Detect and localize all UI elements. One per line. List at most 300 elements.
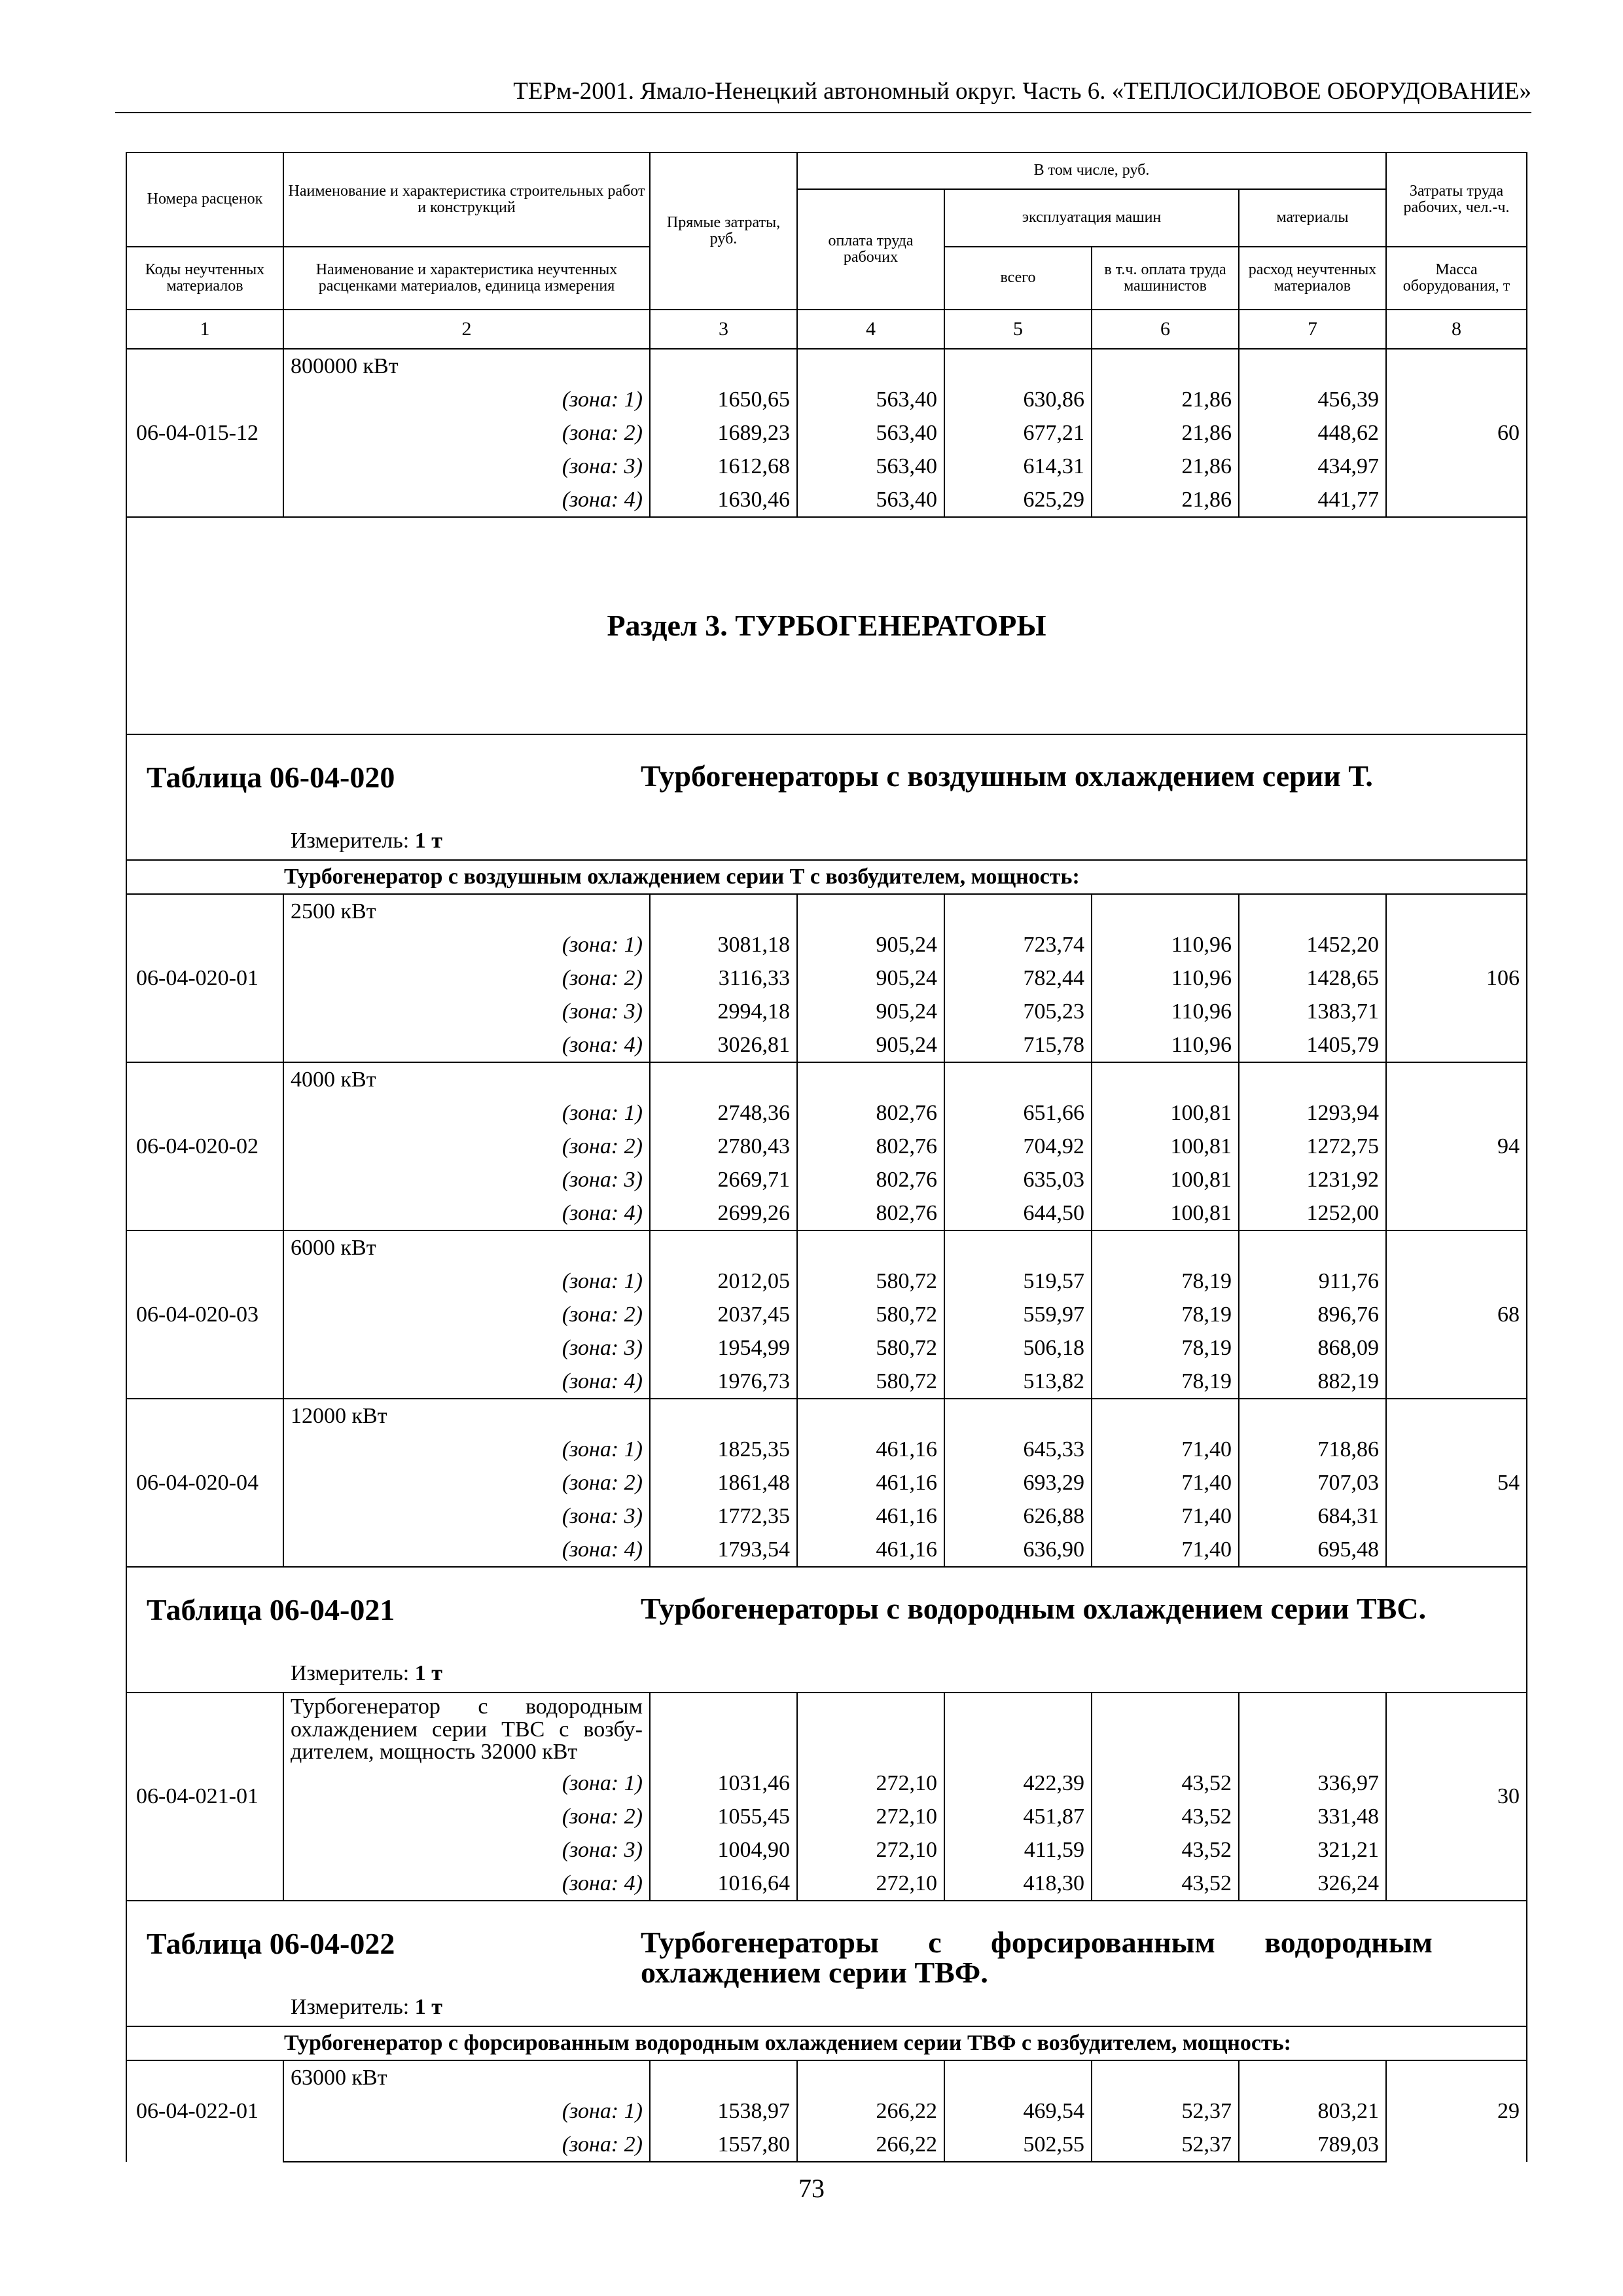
materials-value: 1428,65 bbox=[1239, 961, 1386, 995]
materials-value: 803,21 bbox=[1239, 2094, 1386, 2128]
empty-cell bbox=[944, 2060, 1092, 2094]
table-heading-row bbox=[126, 1901, 1527, 2026]
column-number: 2 bbox=[283, 310, 650, 349]
meter-value: 1 т bbox=[414, 1660, 442, 1685]
machines-value: 704,92 bbox=[944, 1130, 1092, 1163]
rate-code: 06-04-020-03 bbox=[126, 1230, 283, 1399]
operator-wages-value: 110,96 bbox=[1092, 928, 1239, 961]
col-header-material-consumption: расход неучтенных материалов bbox=[1239, 247, 1386, 310]
wages-value: 563,40 bbox=[797, 483, 944, 517]
meter-value: 1 т bbox=[414, 1994, 442, 2019]
col-header-wages: оплата труда рабочих bbox=[797, 189, 944, 310]
machines-value: 614,31 bbox=[944, 450, 1092, 483]
empty-cell bbox=[944, 1230, 1092, 1265]
materials-value: 321,21 bbox=[1239, 1833, 1386, 1867]
wages-value: 563,40 bbox=[797, 450, 944, 483]
column-number: 8 bbox=[1386, 310, 1527, 349]
column-number: 3 bbox=[650, 310, 797, 349]
zone-row bbox=[126, 1767, 1527, 1800]
empty-cell bbox=[1239, 349, 1386, 383]
zone-row bbox=[126, 383, 1527, 416]
rate-row bbox=[126, 1693, 1527, 1767]
operator-wages-value: 21,86 bbox=[1092, 450, 1239, 483]
zone-label: (зона: 4) bbox=[283, 1533, 650, 1567]
zone-label: (зона: 1) bbox=[283, 1096, 650, 1130]
zone-label: (зона: 3) bbox=[283, 1499, 650, 1533]
wages-value: 266,22 bbox=[797, 2094, 944, 2128]
empty-cell bbox=[944, 1399, 1092, 1433]
zone-label: (зона: 4) bbox=[283, 1365, 650, 1399]
zone-row bbox=[126, 1096, 1527, 1130]
wages-value: 272,10 bbox=[797, 1833, 944, 1867]
rate-row bbox=[126, 1230, 1527, 1265]
column-numbers-row bbox=[126, 310, 1527, 349]
equipment-mass: 29 bbox=[1386, 2060, 1527, 2162]
direct-costs-value: 1650,65 bbox=[650, 383, 797, 416]
empty-cell bbox=[797, 1062, 944, 1096]
table-heading-row bbox=[126, 734, 1527, 860]
zone-row bbox=[126, 1533, 1527, 1567]
zone-label: (зона: 3) bbox=[283, 450, 650, 483]
direct-costs-value: 3081,18 bbox=[650, 928, 797, 961]
empty-cell bbox=[1092, 1399, 1239, 1433]
operator-wages-value: 71,40 bbox=[1092, 1433, 1239, 1466]
wages-value: 580,72 bbox=[797, 1265, 944, 1298]
wages-value: 802,76 bbox=[797, 1196, 944, 1230]
operator-wages-value: 21,86 bbox=[1092, 416, 1239, 450]
direct-costs-value: 1016,64 bbox=[650, 1867, 797, 1901]
equipment-mass: 106 bbox=[1386, 894, 1527, 1062]
rate-name-line: охлаждением серии ТВС с возбу- bbox=[291, 1717, 643, 1742]
direct-costs-value: 1689,23 bbox=[650, 416, 797, 450]
wages-value: 461,16 bbox=[797, 1466, 944, 1499]
machines-value: 451,87 bbox=[944, 1800, 1092, 1833]
machines-value: 644,50 bbox=[944, 1196, 1092, 1230]
zone-row bbox=[126, 2094, 1527, 2128]
machines-value: 626,88 bbox=[944, 1499, 1092, 1533]
wages-value: 461,16 bbox=[797, 1433, 944, 1466]
materials-value: 1252,00 bbox=[1239, 1196, 1386, 1230]
table-title: Турбогенераторы с водородным охлаждением серии ТВС. bbox=[641, 1592, 1427, 1625]
wages-value: 802,76 bbox=[797, 1096, 944, 1130]
operator-wages-value: 78,19 bbox=[1092, 1331, 1239, 1365]
col-header-including: В том числе, руб. bbox=[797, 152, 1386, 189]
materials-value: 331,48 bbox=[1239, 1800, 1386, 1833]
col-header-rate-number: Номера расценок bbox=[126, 152, 283, 247]
empty-cell bbox=[1239, 1230, 1386, 1265]
empty-cell bbox=[650, 349, 797, 383]
operator-wages-value: 52,37 bbox=[1092, 2094, 1239, 2128]
wages-value: 905,24 bbox=[797, 995, 944, 1028]
column-number: 5 bbox=[944, 310, 1092, 349]
direct-costs-value: 1055,45 bbox=[650, 1800, 797, 1833]
empty-cell bbox=[1092, 894, 1239, 928]
direct-costs-value: 1630,46 bbox=[650, 483, 797, 517]
page-number: 73 bbox=[798, 2174, 825, 2203]
empty-cell bbox=[1239, 1062, 1386, 1096]
zone-label: (зона: 2) bbox=[283, 2128, 650, 2162]
rate-code: 06-04-022-01 bbox=[126, 2060, 283, 2162]
column-number: 4 bbox=[797, 310, 944, 349]
operator-wages-value: 78,19 bbox=[1092, 1298, 1239, 1331]
column-number: 6 bbox=[1092, 310, 1239, 349]
machines-value: 715,78 bbox=[944, 1028, 1092, 1062]
zone-row bbox=[126, 1196, 1527, 1230]
zone-label: (зона: 2) bbox=[283, 1466, 650, 1499]
direct-costs-value: 2780,43 bbox=[650, 1130, 797, 1163]
operator-wages-value: 43,52 bbox=[1092, 1867, 1239, 1901]
materials-value: 441,77 bbox=[1239, 483, 1386, 517]
direct-costs-value: 2037,45 bbox=[650, 1298, 797, 1331]
materials-value: 707,03 bbox=[1239, 1466, 1386, 1499]
wages-value: 563,40 bbox=[797, 416, 944, 450]
machines-value: 513,82 bbox=[944, 1365, 1092, 1399]
rate-name bbox=[283, 1693, 650, 1767]
zone-label: (зона: 2) bbox=[283, 961, 650, 995]
zone-row bbox=[126, 1163, 1527, 1196]
equipment-mass: 60 bbox=[1386, 349, 1527, 517]
operator-wages-value: 71,40 bbox=[1092, 1533, 1239, 1567]
rate-name: 63000 кВт bbox=[283, 2060, 650, 2094]
direct-costs-value: 1557,80 bbox=[650, 2128, 797, 2162]
materials-value: 911,76 bbox=[1239, 1265, 1386, 1298]
col-header-materials: материалы bbox=[1239, 189, 1386, 247]
empty-cell bbox=[797, 1693, 944, 1767]
zone-label: (зона: 3) bbox=[283, 1833, 650, 1867]
zone-label: (зона: 2) bbox=[283, 1298, 650, 1331]
machines-value: 645,33 bbox=[944, 1433, 1092, 1466]
col-header-equipment-mass: Масса оборудования, т bbox=[1386, 247, 1527, 310]
wages-value: 580,72 bbox=[797, 1331, 944, 1365]
zone-row bbox=[126, 1265, 1527, 1298]
price-table bbox=[126, 152, 1527, 2162]
zone-label: (зона: 2) bbox=[283, 416, 650, 450]
machines-value: 625,29 bbox=[944, 483, 1092, 517]
section-cell bbox=[126, 517, 1527, 734]
table-heading-cell bbox=[126, 1567, 1527, 1693]
empty-cell bbox=[797, 1230, 944, 1265]
zone-row bbox=[126, 1800, 1527, 1833]
empty-cell bbox=[1092, 2060, 1239, 2094]
zone-label: (зона: 4) bbox=[283, 1196, 650, 1230]
direct-costs-value: 1772,35 bbox=[650, 1499, 797, 1533]
machines-value: 677,21 bbox=[944, 416, 1092, 450]
col-header-direct-costs: Прямые затраты, руб. bbox=[650, 152, 797, 310]
table-header bbox=[126, 152, 1527, 349]
zone-label: (зона: 4) bbox=[283, 1028, 650, 1062]
zone-row bbox=[126, 483, 1527, 517]
materials-value: 1272,75 bbox=[1239, 1130, 1386, 1163]
operator-wages-value: 110,96 bbox=[1092, 995, 1239, 1028]
direct-costs-value: 1976,73 bbox=[650, 1365, 797, 1399]
wages-value: 580,72 bbox=[797, 1298, 944, 1331]
materials-value: 1293,94 bbox=[1239, 1096, 1386, 1130]
zone-label: (зона: 3) bbox=[283, 1163, 650, 1196]
empty-cell bbox=[797, 1399, 944, 1433]
rate-row bbox=[126, 2060, 1527, 2094]
wages-value: 905,24 bbox=[797, 1028, 944, 1062]
operator-wages-value: 43,52 bbox=[1092, 1767, 1239, 1800]
col-header-material-name: Наименование и характеристика неучтенных расценками материалов, единица измерения bbox=[283, 247, 650, 310]
machines-value: 559,97 bbox=[944, 1298, 1092, 1331]
group-title-row bbox=[126, 2026, 1527, 2060]
meter-label: Измеритель: bbox=[291, 1660, 410, 1685]
empty-cell bbox=[797, 349, 944, 383]
materials-value: 448,62 bbox=[1239, 416, 1386, 450]
wages-value: 461,16 bbox=[797, 1533, 944, 1567]
wages-value: 272,10 bbox=[797, 1800, 944, 1833]
meter-value: 1 т bbox=[414, 828, 442, 853]
operator-wages-value: 52,37 bbox=[1092, 2128, 1239, 2162]
zone-label: (зона: 1) bbox=[283, 1767, 650, 1800]
empty-cell bbox=[650, 894, 797, 928]
rate-row bbox=[126, 1399, 1527, 1433]
rate-name: 12000 кВт bbox=[283, 1399, 650, 1433]
materials-value: 896,76 bbox=[1239, 1298, 1386, 1331]
machines-value: 651,66 bbox=[944, 1096, 1092, 1130]
zone-row bbox=[126, 1365, 1527, 1399]
zone-label: (зона: 1) bbox=[283, 383, 650, 416]
machines-value: 418,30 bbox=[944, 1867, 1092, 1901]
operator-wages-value: 43,52 bbox=[1092, 1833, 1239, 1867]
empty-cell bbox=[650, 1693, 797, 1767]
table-title: Турбогенераторы с форсированным водородным охлаждением серии ТВФ. bbox=[641, 1926, 1433, 1990]
wages-value: 272,10 bbox=[797, 1767, 944, 1800]
operator-wages-value: 21,86 bbox=[1092, 483, 1239, 517]
materials-value: 868,09 bbox=[1239, 1331, 1386, 1365]
machines-value: 422,39 bbox=[944, 1767, 1092, 1800]
empty-cell bbox=[1239, 1693, 1386, 1767]
zone-label: (зона: 2) bbox=[283, 1800, 650, 1833]
empty-cell bbox=[1239, 1399, 1386, 1433]
empty-cell bbox=[1239, 2060, 1386, 2094]
empty-cell bbox=[944, 1062, 1092, 1096]
col-header-machines: эксплуатация машин bbox=[944, 189, 1239, 247]
machines-value: 636,90 bbox=[944, 1533, 1092, 1567]
zone-row bbox=[126, 1130, 1527, 1163]
machines-value: 705,23 bbox=[944, 995, 1092, 1028]
col-header-work-name: Наименование и характеристика строительных работ и конструкций bbox=[283, 152, 650, 247]
group-title: Турбогенератор с воздушным охлаждением серии Т с возбудителем, мощность: bbox=[126, 860, 1527, 894]
wages-value: 802,76 bbox=[797, 1163, 944, 1196]
table-body bbox=[126, 349, 1527, 2162]
direct-costs-value: 1825,35 bbox=[650, 1433, 797, 1466]
zone-row bbox=[126, 1433, 1527, 1466]
direct-costs-value: 1793,54 bbox=[650, 1533, 797, 1567]
operator-wages-value: 100,81 bbox=[1092, 1130, 1239, 1163]
direct-costs-value: 1538,97 bbox=[650, 2094, 797, 2128]
direct-costs-value: 1004,90 bbox=[650, 1833, 797, 1867]
machines-value: 782,44 bbox=[944, 961, 1092, 995]
table-meter bbox=[291, 1661, 442, 1685]
table-heading-cell bbox=[126, 1901, 1527, 2026]
equipment-mass: 30 bbox=[1386, 1693, 1527, 1901]
zone-label: (зона: 4) bbox=[283, 1867, 650, 1901]
table-meter bbox=[291, 1995, 442, 2019]
rate-code: 06-04-015-12 bbox=[126, 349, 283, 517]
table-number: Таблица 06-04-022 bbox=[147, 1927, 395, 1961]
zone-row bbox=[126, 928, 1527, 961]
operator-wages-value: 43,52 bbox=[1092, 1800, 1239, 1833]
col-header-operator-wages: в т.ч. оплата труда машинистов bbox=[1092, 247, 1239, 310]
materials-value: 1452,20 bbox=[1239, 928, 1386, 961]
group-title-row bbox=[126, 860, 1527, 894]
operator-wages-value: 100,81 bbox=[1092, 1196, 1239, 1230]
col-header-machines-total: всего bbox=[944, 247, 1092, 310]
machines-value: 506,18 bbox=[944, 1331, 1092, 1365]
empty-cell bbox=[1092, 1693, 1239, 1767]
machines-value: 411,59 bbox=[944, 1833, 1092, 1867]
zone-label: (зона: 3) bbox=[283, 995, 650, 1028]
direct-costs-value: 2699,26 bbox=[650, 1196, 797, 1230]
empty-cell bbox=[797, 894, 944, 928]
operator-wages-value: 71,40 bbox=[1092, 1499, 1239, 1533]
direct-costs-value: 1612,68 bbox=[650, 450, 797, 483]
materials-value: 456,39 bbox=[1239, 383, 1386, 416]
direct-costs-value: 2012,05 bbox=[650, 1265, 797, 1298]
zone-row bbox=[126, 1499, 1527, 1533]
meter-label: Измеритель: bbox=[291, 1994, 410, 2019]
wages-value: 802,76 bbox=[797, 1130, 944, 1163]
materials-value: 684,31 bbox=[1239, 1499, 1386, 1533]
rate-row bbox=[126, 894, 1527, 928]
zone-row bbox=[126, 1331, 1527, 1365]
rate-name: 6000 кВт bbox=[283, 1230, 650, 1265]
table-number: Таблица 06-04-021 bbox=[147, 1593, 395, 1626]
operator-wages-value: 110,96 bbox=[1092, 961, 1239, 995]
operator-wages-value: 100,81 bbox=[1092, 1096, 1239, 1130]
rate-name: 2500 кВт bbox=[283, 894, 650, 928]
zone-row bbox=[126, 450, 1527, 483]
rate-name-line: Турбогенератор с водородным bbox=[291, 1695, 643, 1719]
wages-value: 461,16 bbox=[797, 1499, 944, 1533]
empty-cell bbox=[650, 1230, 797, 1265]
meter-label: Измеритель: bbox=[291, 828, 410, 853]
wages-value: 905,24 bbox=[797, 961, 944, 995]
empty-cell bbox=[650, 2060, 797, 2094]
empty-cell bbox=[797, 2060, 944, 2094]
operator-wages-value: 110,96 bbox=[1092, 1028, 1239, 1062]
zone-row bbox=[126, 1833, 1527, 1867]
section-title: Раздел 3. ТУРБОГЕНЕРАТОРЫ bbox=[607, 608, 1046, 642]
empty-cell bbox=[650, 1062, 797, 1096]
zone-row bbox=[126, 1028, 1527, 1062]
equipment-mass: 54 bbox=[1386, 1399, 1527, 1567]
empty-cell bbox=[1092, 1230, 1239, 1265]
empty-cell bbox=[944, 1693, 1092, 1767]
zone-label: (зона: 1) bbox=[283, 928, 650, 961]
materials-value: 695,48 bbox=[1239, 1533, 1386, 1567]
equipment-mass: 68 bbox=[1386, 1230, 1527, 1399]
wages-value: 266,22 bbox=[797, 2128, 944, 2162]
table-number: Таблица 06-04-020 bbox=[147, 761, 395, 794]
empty-cell bbox=[1239, 894, 1386, 928]
table-title: Турбогенераторы с воздушным охлаждением серии Т. bbox=[641, 759, 1373, 793]
column-number: 7 bbox=[1239, 310, 1386, 349]
direct-costs-value: 2748,36 bbox=[650, 1096, 797, 1130]
materials-value: 336,97 bbox=[1239, 1767, 1386, 1800]
table-heading-cell bbox=[126, 734, 1527, 860]
direct-costs-value: 1954,99 bbox=[650, 1331, 797, 1365]
operator-wages-value: 78,19 bbox=[1092, 1265, 1239, 1298]
zone-label: (зона: 1) bbox=[283, 1265, 650, 1298]
col-header-material-codes: Коды неучтенных материалов bbox=[126, 247, 283, 310]
section-row bbox=[126, 517, 1527, 734]
empty-cell bbox=[1092, 349, 1239, 383]
equipment-mass: 94 bbox=[1386, 1062, 1527, 1230]
rate-code: 06-04-021-01 bbox=[126, 1693, 283, 1901]
machines-value: 502,55 bbox=[944, 2128, 1092, 2162]
direct-costs-value: 3026,81 bbox=[650, 1028, 797, 1062]
empty-cell bbox=[650, 1399, 797, 1433]
materials-value: 718,86 bbox=[1239, 1433, 1386, 1466]
operator-wages-value: 78,19 bbox=[1092, 1365, 1239, 1399]
rate-code: 06-04-020-02 bbox=[126, 1062, 283, 1230]
wages-value: 272,10 bbox=[797, 1867, 944, 1901]
rate-name-line: дителем, мощность 32000 кВт bbox=[291, 1740, 578, 1765]
materials-value: 789,03 bbox=[1239, 2128, 1386, 2162]
price-table-container bbox=[126, 152, 1526, 2162]
machines-value: 469,54 bbox=[944, 2094, 1092, 2128]
zone-row bbox=[126, 961, 1527, 995]
wages-value: 580,72 bbox=[797, 1365, 944, 1399]
machines-value: 635,03 bbox=[944, 1163, 1092, 1196]
operator-wages-value: 100,81 bbox=[1092, 1163, 1239, 1196]
rate-row bbox=[126, 1062, 1527, 1096]
direct-costs-value: 2669,71 bbox=[650, 1163, 797, 1196]
running-header: ТЕРм-2001. Ямало-Ненецкий автономный округ. Часть 6. «ТЕПЛОСИЛОВОЕ ОБОРУДОВАНИЕ» bbox=[115, 77, 1531, 113]
rate-row bbox=[126, 349, 1527, 383]
materials-value: 434,97 bbox=[1239, 450, 1386, 483]
empty-cell bbox=[1092, 1062, 1239, 1096]
machines-value: 630,86 bbox=[944, 383, 1092, 416]
zone-label: (зона: 4) bbox=[283, 483, 650, 517]
table-heading-row bbox=[126, 1567, 1527, 1693]
zone-row bbox=[126, 1466, 1527, 1499]
column-number: 1 bbox=[126, 310, 283, 349]
materials-value: 1231,92 bbox=[1239, 1163, 1386, 1196]
zone-label: (зона: 2) bbox=[283, 1130, 650, 1163]
empty-cell bbox=[944, 894, 1092, 928]
zone-row bbox=[126, 995, 1527, 1028]
zone-row bbox=[126, 416, 1527, 450]
materials-value: 1405,79 bbox=[1239, 1028, 1386, 1062]
direct-costs-value: 3116,33 bbox=[650, 961, 797, 995]
col-header-labor: Затраты труда рабочих, чел.-ч. bbox=[1386, 152, 1527, 247]
direct-costs-value: 1861,48 bbox=[650, 1466, 797, 1499]
group-title: Турбогенератор с форсированным водородным охлаждением серии ТВФ с возбудителем, мощность: bbox=[126, 2026, 1527, 2060]
rate-code: 06-04-020-01 bbox=[126, 894, 283, 1062]
zone-row bbox=[126, 2128, 1527, 2162]
rate-code: 06-04-020-04 bbox=[126, 1399, 283, 1567]
materials-value: 326,24 bbox=[1239, 1867, 1386, 1901]
operator-wages-value: 71,40 bbox=[1092, 1466, 1239, 1499]
direct-costs-value: 2994,18 bbox=[650, 995, 797, 1028]
rate-name: 4000 кВт bbox=[283, 1062, 650, 1096]
materials-value: 882,19 bbox=[1239, 1365, 1386, 1399]
zone-label: (зона: 1) bbox=[283, 1433, 650, 1466]
machines-value: 519,57 bbox=[944, 1265, 1092, 1298]
machines-value: 693,29 bbox=[944, 1466, 1092, 1499]
rate-name: 800000 кВт bbox=[283, 349, 650, 383]
zone-label: (зона: 1) bbox=[283, 2094, 650, 2128]
machines-value: 723,74 bbox=[944, 928, 1092, 961]
empty-cell bbox=[944, 349, 1092, 383]
wages-value: 905,24 bbox=[797, 928, 944, 961]
table-meter bbox=[291, 829, 442, 853]
zone-row bbox=[126, 1867, 1527, 1901]
wages-value: 563,40 bbox=[797, 383, 944, 416]
